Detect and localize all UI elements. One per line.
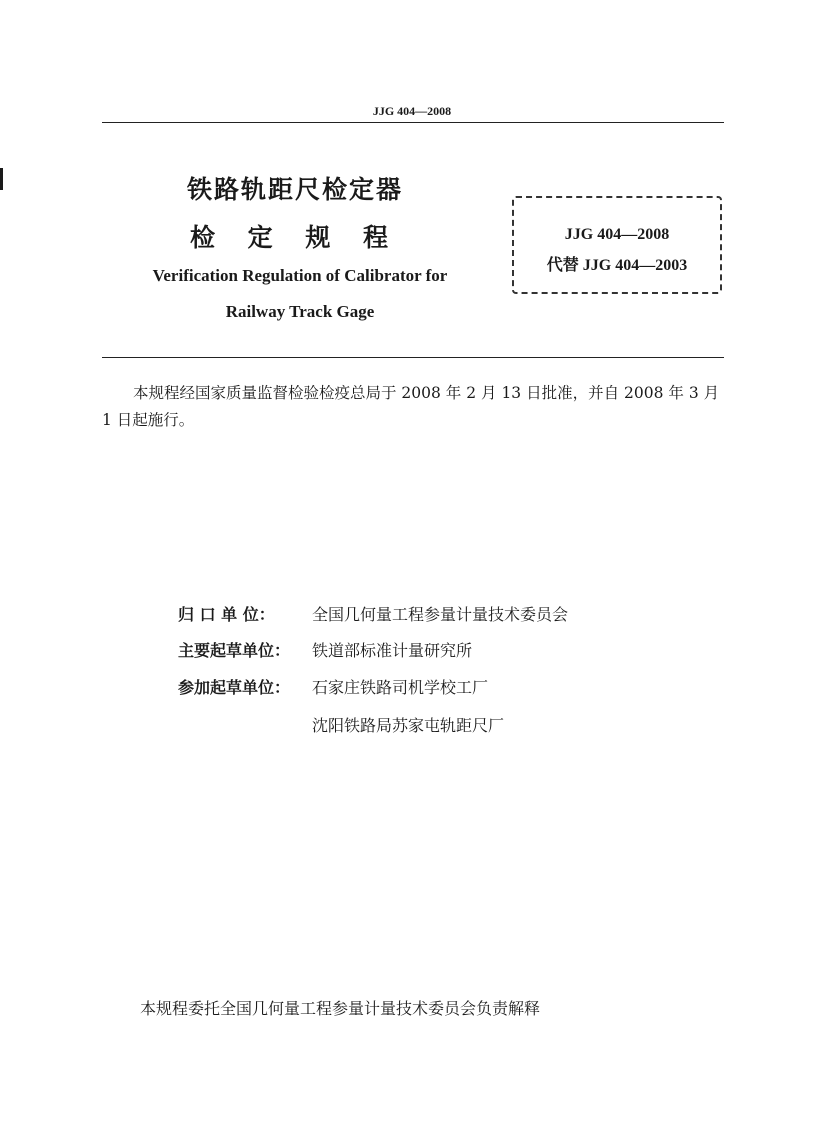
org-row-participating <box>178 676 488 700</box>
org-value-main-drafter: 铁道部标准计量研究所 <box>312 641 473 660</box>
org-row-main-drafter <box>178 639 472 663</box>
section-rule <box>102 357 724 358</box>
org-row-responsible <box>178 603 568 627</box>
title-chinese-line1: 铁路轨距尺检定器 <box>186 175 403 204</box>
org-label-responsible: 归 口 单 位： <box>178 605 275 624</box>
stamp-code: JJG 404—2008 <box>564 226 670 243</box>
org-label-main-drafter: 主要起草单位： <box>178 641 291 660</box>
standard-code-stamp <box>512 196 722 294</box>
title-chinese-line2: 检 定 规 程 <box>189 223 401 252</box>
org-label-participating: 参加起草单位： <box>178 678 291 697</box>
org-value-participating-1: 石家庄铁路司机学校工厂 <box>312 678 489 697</box>
org-value-participating-2: 沈阳铁路局苏家屯轨距尺厂 <box>312 716 505 735</box>
approval-statement: 本规程经国家质量监督检验检疫总局于 2008 年 2 月 13 日批准，并自 2008 年 3 月 1 日起施行。 <box>102 384 720 429</box>
stamp-replaces: 代替 JJG 404—2003 <box>546 257 688 274</box>
title-english-line1: Verification Regulation of Calibrator for <box>152 266 448 285</box>
org-value-responsible: 全国几何量工程参量计量技术委员会 <box>312 605 569 624</box>
margin-mark <box>0 168 3 190</box>
title-english-line2: Railway Track Gage <box>225 302 375 321</box>
interpretation-note: 本规程委托全国几何量工程参量计量技术委员会负责解释 <box>140 999 541 1018</box>
header-rule <box>102 122 724 123</box>
org-row-participating-2 <box>178 714 504 738</box>
header-standard-code: JJG 404—2008 <box>372 104 452 118</box>
